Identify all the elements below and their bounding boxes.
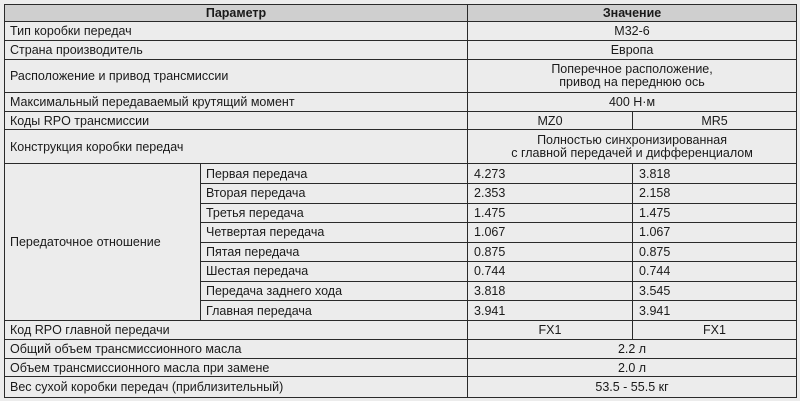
header-value: Значение <box>468 5 797 22</box>
table-row <box>5 320 797 340</box>
row-label: Коды RPO трансмиссии <box>5 111 468 130</box>
value-variant-a: FX1 <box>468 320 633 340</box>
row-label: Конструкция коробки передач <box>5 130 468 164</box>
row-value: 400 Н·м <box>468 93 797 112</box>
table-row <box>5 22 797 41</box>
gear-ratio-b: 1.475 <box>633 203 797 223</box>
gear-ratio-b: 2.158 <box>633 183 797 203</box>
row-value: Европа <box>468 41 797 60</box>
table-row <box>5 41 797 60</box>
value-variant-b: FX1 <box>633 320 797 340</box>
gear-name: Первая передача <box>201 164 468 184</box>
table-row <box>5 377 797 398</box>
gear-ratio-a: 3.818 <box>468 281 633 301</box>
gear-name: Пятая передача <box>201 242 468 262</box>
row-label: Общий объем трансмиссионного масла <box>5 340 468 359</box>
gear-name: Главная передача <box>201 301 468 321</box>
gear-name: Четвертая передача <box>201 223 468 243</box>
table-row <box>5 59 797 93</box>
gear-name: Передача заднего хода <box>201 281 468 301</box>
row-label: Вес сухой коробки передач (приблизительный) <box>5 377 468 398</box>
gear-ratio-a: 2.353 <box>468 183 633 203</box>
row-label: Тип коробки передач <box>5 22 468 41</box>
gear-ratio-a: 1.067 <box>468 223 633 243</box>
gear-ratio-b: 3.818 <box>633 164 797 184</box>
gear-ratio-a: 1.475 <box>468 203 633 223</box>
gear-ratio-a: 0.744 <box>468 262 633 282</box>
value-line: Полностью синхронизированная <box>537 132 727 147</box>
gear-ratio-a: 4.273 <box>468 164 633 184</box>
row-value <box>468 59 797 93</box>
row-value <box>468 130 797 164</box>
gear-name: Вторая передача <box>201 183 468 203</box>
table-row <box>5 130 797 164</box>
gear-name: Шестая передача <box>201 262 468 282</box>
gear-ratio-a: 0.875 <box>468 242 633 262</box>
value-line: с главной передачей и дифференциалом <box>511 145 753 160</box>
row-label: Объем трансмиссионного масла при замене <box>5 358 468 377</box>
gear-ratio-b: 3.545 <box>633 281 797 301</box>
header-param: Параметр <box>5 5 468 22</box>
ratio-label: Передаточное отношение <box>5 164 201 320</box>
spec-table-container <box>4 4 796 398</box>
gearbox-spec-table <box>4 4 797 398</box>
row-label: Код RPO главной передачи <box>5 320 468 340</box>
value-line: привод на переднюю ось <box>559 74 705 89</box>
gear-ratio-b: 3.941 <box>633 301 797 321</box>
row-label: Максимальный передаваемый крутящий момент <box>5 93 468 112</box>
row-value: M32-6 <box>468 22 797 41</box>
gear-ratio-b: 1.067 <box>633 223 797 243</box>
row-value: 2.2 л <box>468 340 797 359</box>
table-row <box>5 358 797 377</box>
value-line: Поперечное расположение, <box>551 61 713 76</box>
row-value: 2.0 л <box>468 358 797 377</box>
row-label: Страна производитель <box>5 41 468 60</box>
gear-ratio-b: 0.875 <box>633 242 797 262</box>
row-label: Расположение и привод трансмиссии <box>5 59 468 93</box>
gear-ratio-a: 3.941 <box>468 301 633 321</box>
header-row <box>5 5 797 22</box>
gear-name: Третья передача <box>201 203 468 223</box>
gear-row <box>5 164 797 184</box>
table-row <box>5 111 797 130</box>
value-variant-b: MR5 <box>633 111 797 130</box>
value-variant-a: MZ0 <box>468 111 633 130</box>
row-value: 53.5 - 55.5 кг <box>468 377 797 398</box>
table-row <box>5 340 797 359</box>
gear-ratio-b: 0.744 <box>633 262 797 282</box>
table-row <box>5 93 797 112</box>
